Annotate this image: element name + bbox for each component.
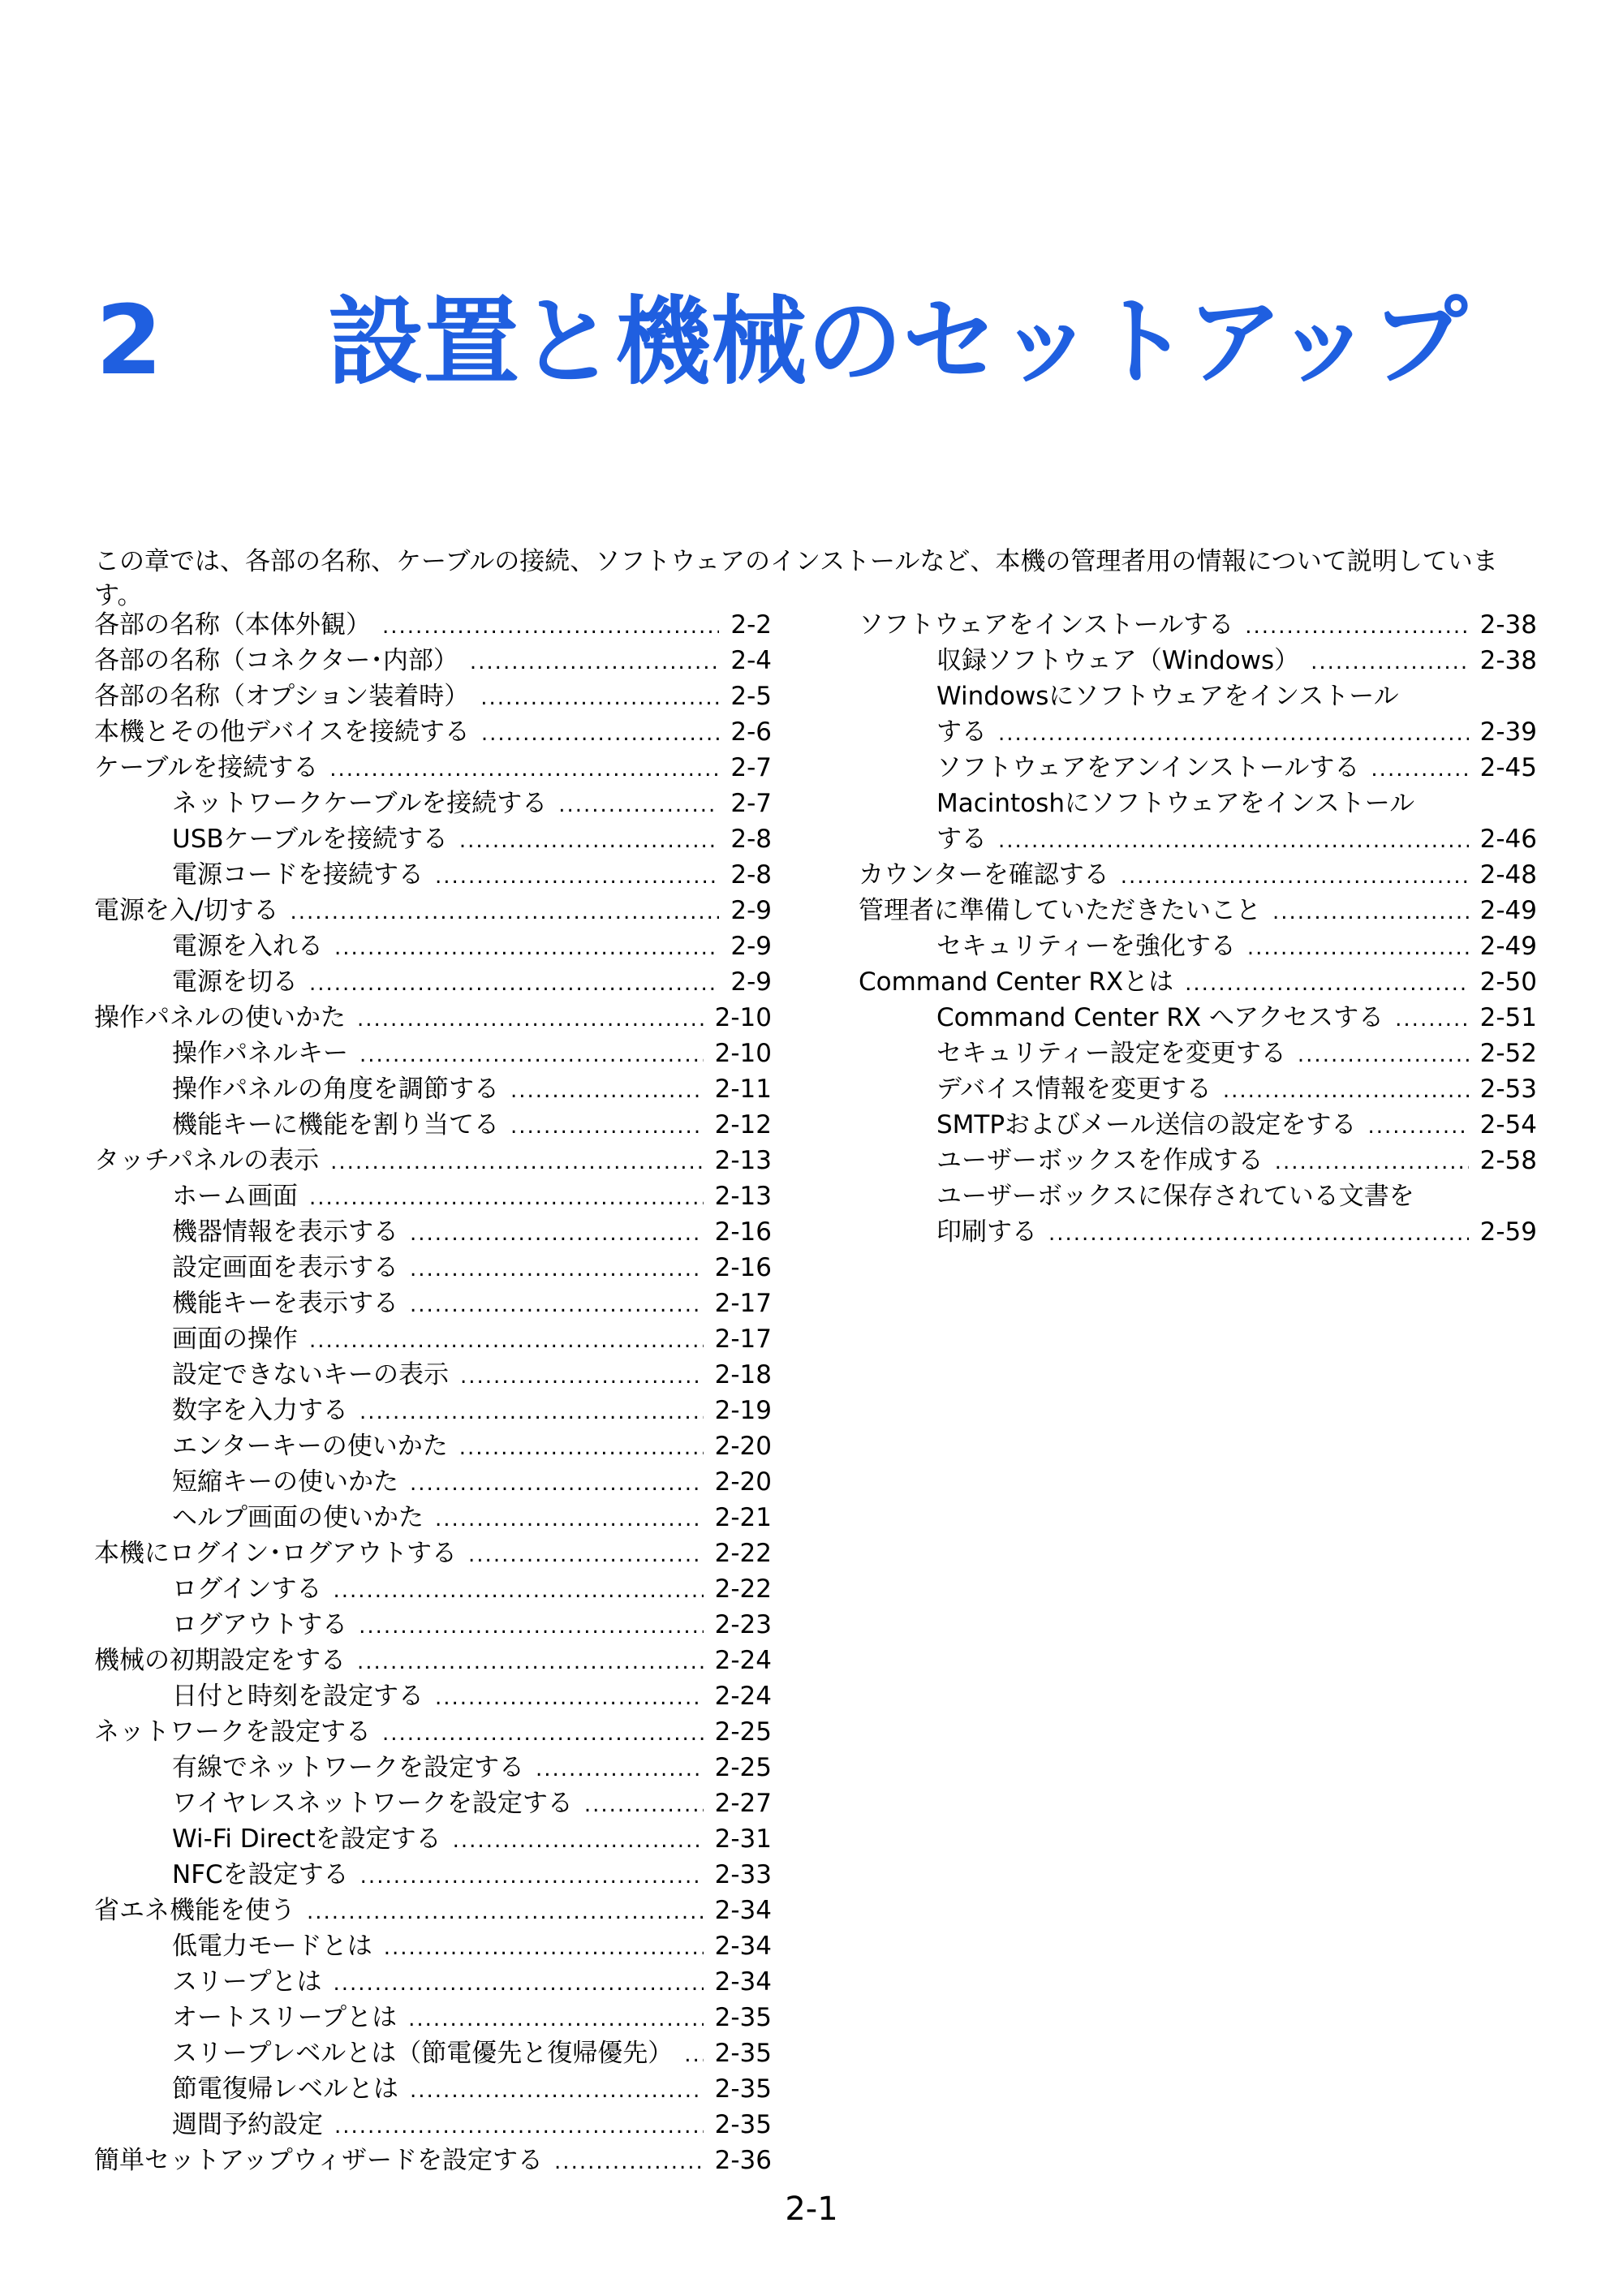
toc-entry[interactable] (94, 821, 772, 857)
toc-leader-dots (684, 2037, 703, 2073)
toc-entry-page: 2-22 (714, 1574, 772, 1604)
toc-entry-page: 2-4 (730, 646, 772, 675)
toc-entry-title: SMTPおよびメール送信の設定をする (936, 1110, 1357, 1139)
toc-entry-title: USBケーブルを接続する (172, 825, 448, 854)
toc-entry-title: する (936, 825, 987, 854)
toc-entry[interactable] (859, 607, 1537, 643)
toc-leader-dots (309, 1323, 704, 1359)
toc-entry-page: 2-34 (714, 1932, 772, 1961)
toc-entry-title: タッチパネルの表示 (94, 1146, 320, 1175)
toc-leader-dots (480, 680, 719, 716)
toc-leader-dots (1371, 752, 1468, 787)
toc-leader-dots (410, 1287, 704, 1323)
toc-leader-dots (1223, 1073, 1469, 1109)
toc-entry-page: 2-8 (730, 825, 772, 854)
toc-leader-dots (1395, 1002, 1468, 1037)
toc-entry[interactable] (94, 893, 772, 928)
toc-left-column (94, 607, 772, 2178)
toc-leader-dots (998, 823, 1469, 859)
toc-leader-dots (334, 930, 719, 966)
toc-entry[interactable] (94, 1928, 772, 1964)
toc-leader-dots (309, 966, 719, 1002)
toc-entry[interactable] (94, 1571, 772, 1607)
toc-entry[interactable] (94, 928, 772, 964)
toc-entry-title: 日付と時刻を設定する (172, 1682, 424, 1711)
toc-entry-title: 電源を入れる (172, 932, 323, 961)
toc-leader-dots (459, 823, 720, 859)
toc-entry[interactable] (94, 2035, 772, 2071)
toc-entry[interactable] (859, 1178, 1537, 1214)
toc-entry-title: ホーム画面 (172, 1182, 298, 1211)
toc-entry-page: 2-21 (714, 1503, 772, 1532)
toc-entry-title: セキュリティーを強化する (936, 932, 1236, 961)
toc-entry-page: 2-23 (714, 1610, 772, 1639)
toc-entry-title: 電源コードを接続する (172, 860, 424, 890)
toc-entry-page: 2-16 (714, 1217, 772, 1247)
toc-entry-title: ネットワークケーブルを接続する (172, 789, 548, 818)
chapter-intro: この章では、各部の名称、ケーブルの接続、ソフトウェアのインストールなど、本機の管理者用の情報について説明しています。 (94, 547, 1498, 610)
toc-leader-dots (382, 609, 719, 644)
toc-entry[interactable] (859, 786, 1537, 821)
toc-entry-page: 2-53 (1479, 1075, 1537, 1104)
toc-entry[interactable] (94, 1678, 772, 1714)
toc-entry-title: Windowsにソフトウェアをインストール (936, 682, 1399, 711)
toc-leader-dots (435, 1501, 704, 1537)
toc-leader-dots (453, 1823, 704, 1859)
toc-entry-page: 2-5 (730, 682, 772, 711)
toc-leader-dots (357, 1002, 704, 1037)
toc-entry-page: 2-49 (1479, 896, 1537, 925)
toc-entry[interactable] (94, 1143, 772, 1178)
toc-leader-dots (309, 1180, 704, 1216)
toc-entry[interactable] (94, 678, 772, 714)
toc-entry-title: ログインする (172, 1574, 322, 1604)
toc-entry-page: 2-45 (1479, 753, 1537, 782)
toc-entry-title: ソフトウェアをインストールする (859, 610, 1234, 640)
toc-entry-title: Command Center RX へアクセスする (936, 1003, 1384, 1032)
toc-entry[interactable] (94, 643, 772, 678)
toc-leader-dots (410, 2073, 704, 2109)
toc-leader-dots (359, 1037, 704, 1073)
toc-entry-page: 2-49 (1479, 932, 1537, 961)
toc-entry-page: 2-38 (1479, 646, 1537, 675)
toc-entry[interactable] (859, 928, 1537, 964)
toc-leader-dots (510, 1109, 704, 1144)
toc-entry[interactable] (94, 1393, 772, 1428)
toc-entry[interactable] (94, 1536, 772, 1571)
toc-entry-page: 2-7 (730, 753, 772, 782)
toc-entry-title: デバイス情報を変更する (936, 1075, 1212, 1104)
toc-entry[interactable] (859, 643, 1537, 678)
toc-entry[interactable] (94, 1821, 772, 1857)
toc-entry[interactable] (859, 1000, 1537, 1036)
toc-entry-title: Macintoshにソフトウェアをインストール (936, 789, 1415, 818)
toc-entry-title: 管理者に準備していただきたいこと (859, 896, 1261, 925)
toc-entry-title: Command Center RXとは (859, 967, 1174, 997)
toc-entry-page: 2-25 (714, 1753, 772, 1782)
toc-leader-dots (359, 1394, 704, 1430)
toc-entry-title: ネットワークを設定する (94, 1717, 371, 1747)
toc-leader-dots (410, 1251, 704, 1287)
chapter-number: 2 (96, 284, 163, 396)
toc-entry-page: 2-12 (714, 1110, 772, 1139)
toc-entry[interactable] (859, 857, 1537, 893)
toc-entry-title: 機械の初期設定をする (94, 1646, 346, 1675)
toc-leader-dots (382, 1716, 704, 1751)
toc-entry-title: オートスリープとは (172, 2003, 398, 2032)
toc-entry[interactable] (94, 1643, 772, 1678)
toc-entry-page: 2-59 (1479, 1217, 1537, 1247)
toc-entry-title: 各部の名称（オプション装着時） (94, 682, 470, 711)
toc-entry-title: 数字を入力する (172, 1396, 348, 1425)
toc-leader-dots (408, 2001, 704, 2037)
toc-entry[interactable] (859, 1143, 1537, 1178)
toc-leader-dots (558, 787, 719, 823)
toc-entry-page: 2-54 (1479, 1110, 1537, 1139)
toc-leader-dots (1185, 966, 1468, 1002)
toc-entry-page: 2-24 (714, 1682, 772, 1711)
toc-leader-dots (410, 1216, 704, 1251)
toc-leader-dots (1121, 859, 1469, 894)
toc-entry[interactable] (94, 1464, 772, 1500)
toc-leader-dots (333, 1966, 703, 2001)
toc-entry-title: 本機にログイン･ログアウトする (94, 1539, 458, 1568)
toc-entry-title: カウンターを確認する (859, 860, 1109, 890)
toc-entry[interactable] (94, 1786, 772, 1821)
toc-entry[interactable] (94, 1321, 772, 1357)
toc-entry-page: 2-18 (714, 1360, 772, 1389)
toc-entry-page: 2-33 (714, 1860, 772, 1889)
toc-leader-dots (435, 1680, 704, 1716)
toc-entry-page: 2-35 (714, 2074, 772, 2104)
toc-leader-dots (1048, 1216, 1469, 1251)
toc-entry-title: ヘルプ画面の使いかた (172, 1503, 424, 1532)
toc-entry[interactable] (94, 1286, 772, 1321)
toc-leader-dots (290, 894, 719, 930)
toc-entry[interactable] (94, 1107, 772, 1143)
toc-right-column (859, 607, 1537, 1250)
toc-leader-dots (460, 1359, 704, 1394)
toc-entry-title: 設定できないキーの表示 (172, 1360, 449, 1389)
toc-entry-title: 印刷する (936, 1217, 1037, 1247)
toc-leader-dots (410, 1466, 704, 1501)
toc-entry-page: 2-58 (1479, 1146, 1537, 1175)
toc-entry[interactable] (94, 964, 772, 1000)
toc-entry-title: 設定画面を表示する (172, 1253, 398, 1282)
toc-leader-dots (510, 1073, 704, 1109)
toc-entry[interactable] (859, 893, 1537, 928)
toc-entry[interactable] (94, 1357, 772, 1393)
toc-entry[interactable] (859, 1107, 1537, 1143)
toc-entry-title: ソフトウェアをアンインストールする (936, 753, 1360, 782)
toc-entry-page: 2-11 (714, 1075, 772, 1104)
toc-entry-page: 2-13 (714, 1182, 772, 1211)
toc-entry[interactable] (94, 1500, 772, 1536)
toc-leader-dots (384, 1930, 704, 1966)
toc-entry-title: する (936, 717, 987, 747)
toc-entry-page: 2-7 (730, 789, 772, 818)
toc-entry[interactable] (94, 1250, 772, 1286)
toc-leader-dots (334, 2109, 704, 2144)
toc-entry-page: 2-34 (714, 1967, 772, 1997)
toc-entry[interactable] (859, 821, 1537, 857)
toc-entry-page: 2-6 (730, 717, 772, 747)
toc-entry[interactable] (94, 1714, 772, 1750)
toc-entry-title: 有線でネットワークを設定する (172, 1753, 524, 1782)
toc-entry-page: 2-17 (714, 1289, 772, 1318)
toc-entry-title: セキュリティー設定を変更する (936, 1039, 1286, 1068)
toc-entry[interactable] (94, 1857, 772, 1893)
chapter-title: 設置と機械のセットアップ (328, 286, 1468, 398)
toc-entry[interactable] (94, 2000, 772, 2035)
toc-entry-page: 2-51 (1479, 1003, 1537, 1032)
toc-entry-page: 2-38 (1479, 610, 1537, 640)
toc-entry-title: ケーブルを接続する (94, 753, 319, 782)
toc-entry-title: Wi-Fi Directを設定する (172, 1824, 441, 1854)
toc-entry-page: 2-34 (714, 1896, 772, 1925)
toc-entry-title: 省エネ機能を使う (94, 1896, 295, 1925)
toc-entry-page: 2-20 (714, 1467, 772, 1497)
toc-entry-title: ユーザーボックスに保存されている文書を (936, 1182, 1414, 1211)
toc-entry[interactable] (94, 786, 772, 821)
toc-entry-title: 機器情報を表示する (172, 1217, 398, 1247)
toc-entry[interactable] (94, 1607, 772, 1643)
toc-entry-page: 2-24 (714, 1646, 772, 1675)
toc-entry-title: 簡単セットアップウィザードを設定する (94, 2146, 544, 2175)
toc-entry-page: 2-17 (714, 1325, 772, 1354)
toc-entry[interactable] (859, 1071, 1537, 1107)
toc-leader-dots (1367, 1109, 1468, 1144)
toc-entry[interactable] (859, 964, 1537, 1000)
toc-entry-title: 電源を入/切する (94, 896, 279, 925)
toc-entry-title: 低電力モードとは (172, 1932, 372, 1961)
toc-entry-title: 収録ソフトウェア（Windows） (936, 646, 1300, 675)
toc-entry-page: 2-19 (714, 1396, 772, 1425)
toc-entry-title: 操作パネルキー (172, 1039, 348, 1068)
toc-leader-dots (470, 644, 719, 680)
toc-entry-title: 電源を切る (172, 967, 298, 997)
toc-entry-title: 各部の名称（本体外観） (94, 610, 371, 640)
toc-entry-page: 2-36 (714, 2146, 772, 2175)
toc-leader-dots (459, 1430, 704, 1466)
toc-entry-title: エンターキーの使いかた (172, 1432, 448, 1461)
toc-leader-dots (468, 1537, 704, 1573)
toc-entry-title: 機能キーに機能を割り当てる (172, 1110, 499, 1139)
toc-leader-dots (1272, 894, 1469, 930)
toc-leader-dots (329, 752, 719, 787)
toc-entry-title: 節電復帰レベルとは (172, 2074, 398, 2104)
toc-entry-page: 2-35 (714, 2003, 772, 2032)
toc-entry-page: 2-13 (714, 1146, 772, 1175)
toc-entry-title: 各部の名称（コネクター･内部） (94, 646, 458, 675)
toc-leader-dots (554, 2144, 704, 2180)
toc-entry-page: 2-25 (714, 1717, 772, 1747)
toc-entry-page: 2-9 (730, 967, 772, 997)
toc-entry-page: 2-20 (714, 1432, 772, 1461)
toc-entry[interactable] (94, 1036, 772, 1071)
toc-entry-page: 2-8 (730, 860, 772, 890)
toc-entry[interactable] (94, 1964, 772, 2000)
toc-entry[interactable] (94, 857, 772, 893)
toc-entry[interactable] (94, 2143, 772, 2178)
toc-leader-dots (307, 1894, 704, 1930)
toc-entry-page: 2-10 (714, 1039, 772, 1068)
toc-entry[interactable] (94, 607, 772, 643)
toc-entry[interactable] (859, 1214, 1537, 1250)
toc-leader-dots (1247, 930, 1469, 966)
toc-entry-title: ワイヤレスネットワークを設定する (172, 1789, 573, 1818)
toc-entry[interactable] (859, 750, 1537, 786)
toc-entry-title: 画面の操作 (172, 1325, 298, 1354)
toc-entry[interactable] (94, 1214, 772, 1250)
toc-entry[interactable] (94, 2107, 772, 2143)
toc-leader-dots (584, 1787, 704, 1823)
toc-leader-dots (435, 859, 719, 894)
toc-leader-dots (1298, 1037, 1469, 1073)
toc-entry-page: 2-22 (714, 1539, 772, 1568)
toc-entry-title: ユーザーボックスを作成する (936, 1146, 1264, 1175)
toc-entry-page: 2-52 (1479, 1039, 1537, 1068)
toc-entry-title: 操作パネルの角度を調節する (172, 1075, 499, 1104)
toc-entry-title: 本機とその他デバイスを接続する (94, 717, 470, 747)
toc-entry[interactable] (859, 714, 1537, 750)
toc-entry-page: 2-48 (1479, 860, 1537, 890)
toc-entry-page: 2-39 (1479, 717, 1537, 747)
toc-entry[interactable] (94, 1000, 772, 1036)
toc-leader-dots (1311, 644, 1469, 680)
toc-entry-title: スリープレベルとは（節電優先と復帰優先） (172, 2039, 674, 2068)
toc-entry[interactable] (94, 1178, 772, 1214)
toc-entry[interactable] (859, 678, 1537, 714)
toc-leader-dots (359, 1609, 704, 1644)
toc-entry-page: 2-27 (714, 1789, 772, 1818)
toc-entry-title: スリープとは (172, 1967, 322, 1997)
toc-entry-page: 2-2 (730, 610, 772, 640)
toc-entry-title: 機能キーを表示する (172, 1289, 398, 1318)
toc-entry-page: 2-9 (730, 932, 772, 961)
toc-entry-title: 週間予約設定 (172, 2110, 323, 2139)
toc-leader-dots (360, 1859, 704, 1894)
toc-leader-dots (481, 716, 720, 752)
toc-leader-dots (1245, 609, 1468, 644)
toc-entry-page: 2-10 (714, 1003, 772, 1032)
toc-leader-dots (357, 1644, 704, 1680)
toc-entry-page: 2-31 (714, 1824, 772, 1854)
toc-entry-title: ログアウトする (172, 1610, 348, 1639)
toc-entry-page: 2-35 (714, 2110, 772, 2139)
toc-leader-dots (333, 1573, 703, 1609)
toc-entry[interactable] (94, 2071, 772, 2107)
toc-entry[interactable] (94, 750, 772, 786)
toc-entry[interactable] (859, 1036, 1537, 1071)
toc-entry[interactable] (94, 1071, 772, 1107)
toc-entry-page: 2-16 (714, 1253, 772, 1282)
toc-entry-page: 2-9 (730, 896, 772, 925)
toc-entry-title: 短縮キーの使いかた (172, 1467, 398, 1497)
toc-entry-page: 2-50 (1479, 967, 1537, 997)
toc-entry[interactable] (94, 1893, 772, 1928)
toc-entry-title: 操作パネルの使いかた (94, 1003, 346, 1032)
toc-entry-page: 2-35 (714, 2039, 772, 2068)
toc-entry-title: NFCを設定する (172, 1860, 349, 1889)
toc-entry[interactable] (94, 1428, 772, 1464)
toc-leader-dots (536, 1751, 704, 1787)
toc-leader-dots (1275, 1144, 1469, 1180)
toc-leader-dots (998, 716, 1469, 752)
toc-entry-page: 2-46 (1479, 825, 1537, 854)
toc-leader-dots (330, 1144, 704, 1180)
toc-entry[interactable] (94, 714, 772, 750)
toc-entry[interactable] (94, 1750, 772, 1786)
page-number: 2-1 (785, 2190, 838, 2228)
